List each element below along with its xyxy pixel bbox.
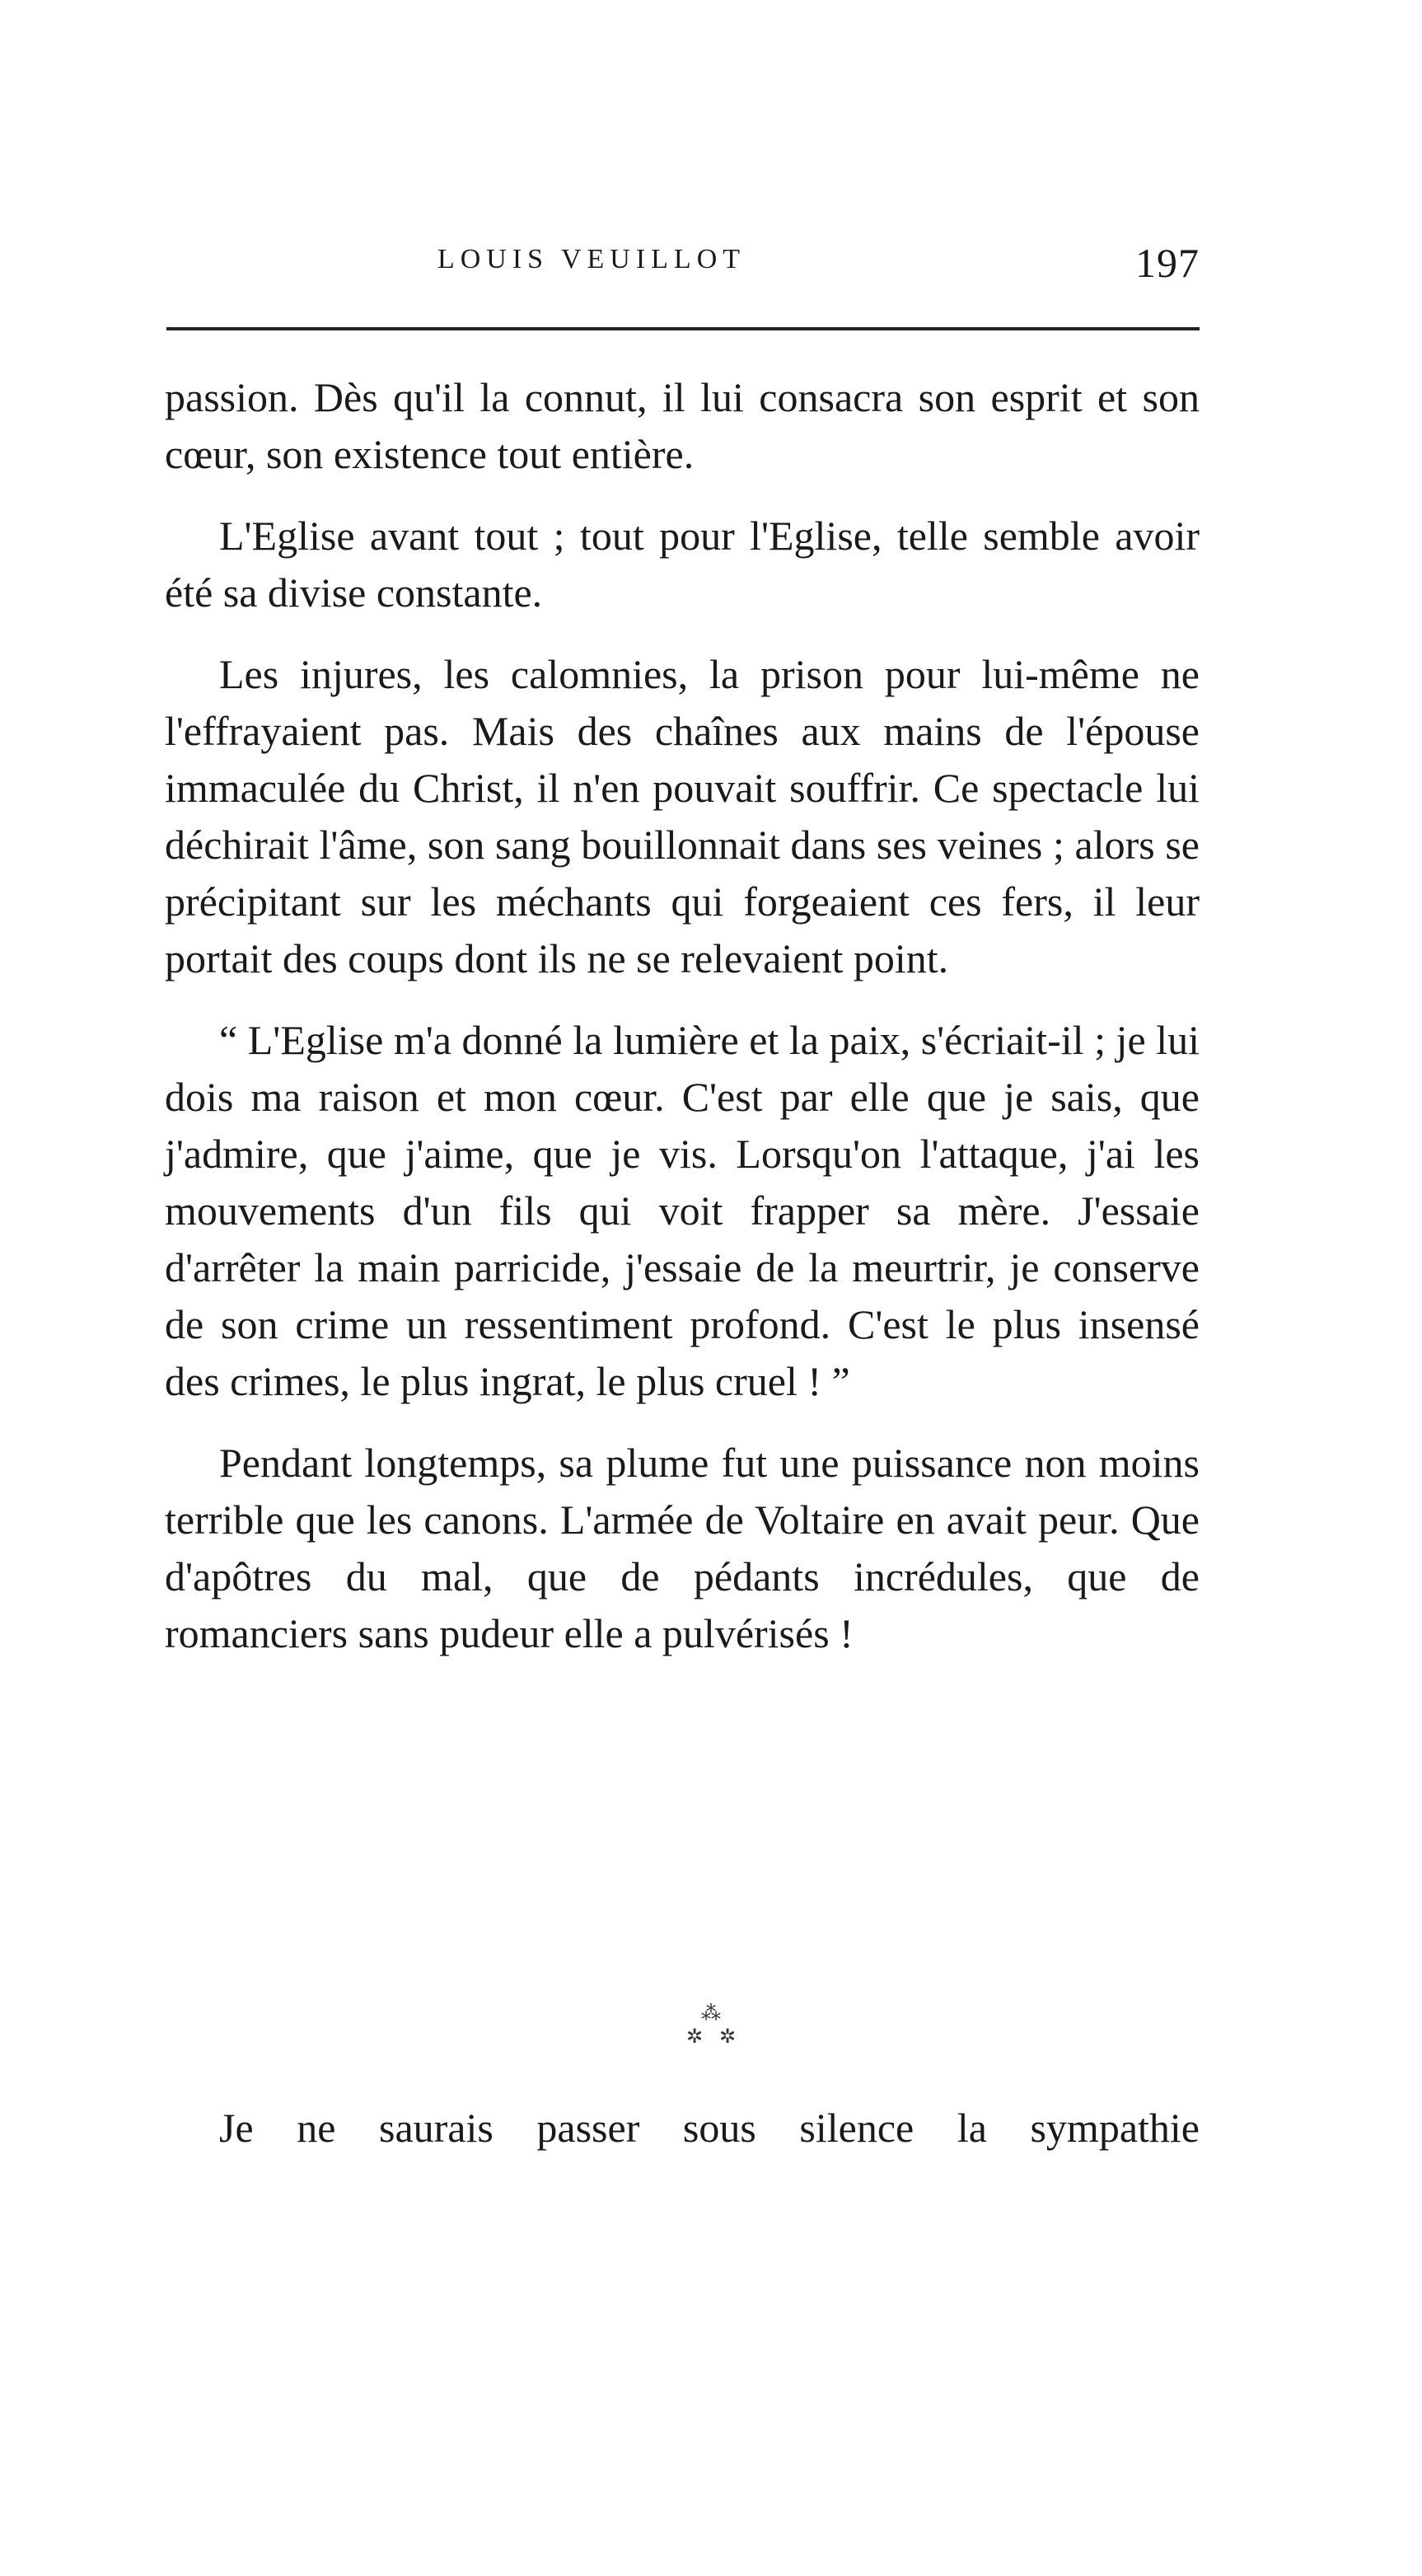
- next-paragraph-start: Je ne saurais passer sous silence la sympathie: [219, 2105, 1200, 2151]
- header-rule: [166, 327, 1200, 330]
- quotation-paragraph: “ L'Eglise m'a donné la lumière et la paix, s'écriait-il ; je lui dois ma raison et mon cœur. C'est par elle que je sais, que j'admire, que j'aime, que je vis. Lorsqu'on l'attaque, j'ai les mouvements d'un fils qui voit frapper sa mère. J'essaie d'arrêter la main parricide, j'essaie de la meurtrir, je conserve de son crime un ressentiment profond. C'est le plus insensé des crimes, le plus ingrat, le plus cruel ! ”: [165, 1017, 1200, 1404]
- paragraph: Pendant longtemps, sa plume fut une puissance non moins terrible que les canons. L'armée de Voltaire en avait peur. Que d'apôtres du mal, que de pédants incrédules, que de romanciers sans pudeur elle a pulvérisés !: [165, 1440, 1200, 1656]
- paragraph: L'Eglise avant tout ; tout pour l'Eglise, telle semble avoir été sa divise constante.: [165, 513, 1200, 616]
- running-title: LOUIS VEUILLOT: [437, 244, 746, 274]
- body-text: [165, 369, 1200, 1662]
- asterism-top-icon: ⁂: [701, 2003, 721, 2025]
- paragraph-continuation: passion. Dès qu'il la connut, il lui consacra son esprit et son cœur, son existence tout entière.: [165, 374, 1200, 477]
- asterism-right-icon: ✲: [718, 2026, 737, 2048]
- running-head: [165, 239, 1200, 288]
- page-number: 197: [1135, 240, 1200, 286]
- paragraph: Les injures, les calomnies, la prison pour lui-même ne l'effrayaient pas. Mais des chaînes aux mains de l'épouse immaculée du Christ, il n'en pouvait souffrir. Ce spectacle lui déchirait l'âme, son sang bouillonnait dans ses veines ; alors se précipitant sur les méchants qui forgeaient ces fers, il leur portait des coups dont ils ne se relevaient point.: [165, 651, 1200, 981]
- section-break-ornament: [0, 2002, 1422, 2077]
- asterism-left-icon: ✲: [685, 2026, 704, 2048]
